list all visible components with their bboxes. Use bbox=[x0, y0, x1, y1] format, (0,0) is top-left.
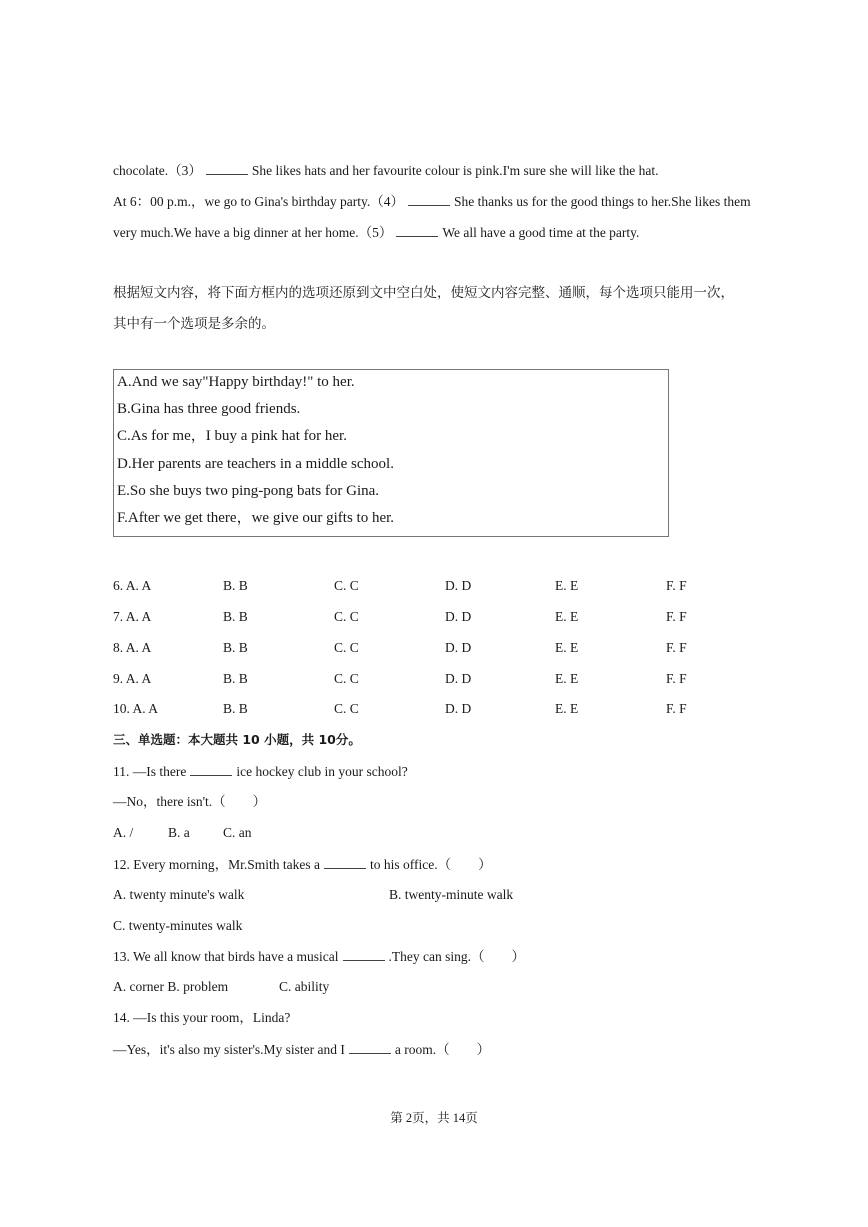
question-text: to his office.（ ） bbox=[369, 857, 492, 872]
option-f: F.After we get there，we give our gifts to her. bbox=[117, 510, 395, 526]
option-b: B.Gina has three good friends. bbox=[117, 401, 301, 417]
page-footer: 第 2页，共 14页 bbox=[390, 1111, 478, 1125]
choice-a: 10. A. A bbox=[113, 701, 159, 716]
choice-a: 6. A. A bbox=[113, 578, 152, 593]
choice-e: E. E bbox=[555, 578, 579, 593]
choice-f: F. F bbox=[666, 578, 687, 593]
choice-b: B. B bbox=[223, 671, 248, 686]
question-text: —Yes，it's also my sister's.My sister and I bbox=[113, 1042, 345, 1057]
choice-a-b: A. corner B. problem bbox=[113, 979, 229, 994]
section-heading: 三、单选题：本大题共 10 小题，共 10分。 bbox=[113, 732, 361, 747]
option-c: C.As for me，I buy a pink hat for her. bbox=[117, 428, 347, 444]
choice-c: C. C bbox=[334, 701, 359, 716]
choice-c: C. C bbox=[334, 640, 359, 655]
question-text: a room.（ ） bbox=[394, 1042, 491, 1057]
answer-blank bbox=[349, 1041, 391, 1054]
choice-f: F. F bbox=[666, 671, 687, 686]
choice-a: 8. A. A bbox=[113, 640, 152, 655]
instructions-line-1: 根据短文内容，将下面方框内的选项还原到文中空白处，使短文内容完整、通顺，每个选项只能用一次， bbox=[113, 285, 734, 301]
passage-text: At 6：00 p.m.，we go to Gina's birthday party.（4） bbox=[113, 194, 405, 209]
question-11-reply: —No，there isn't.（ ） bbox=[113, 794, 267, 809]
choice-c: C. C bbox=[334, 671, 359, 686]
answer-row-6 bbox=[0, 578, 868, 594]
passage-line-1 bbox=[113, 162, 658, 179]
question-11 bbox=[113, 763, 408, 780]
blank-3 bbox=[206, 162, 248, 175]
passage-text: She thanks us for the good things to her.She likes them bbox=[454, 194, 751, 209]
question-12 bbox=[113, 856, 492, 873]
choice-c: C. C bbox=[334, 578, 359, 593]
question-14: 14. —Is this your room，Linda? bbox=[113, 1010, 291, 1025]
answer-blank bbox=[343, 948, 385, 961]
passage-line-2 bbox=[113, 193, 751, 210]
passage-text: She likes hats and her favourite colour is pink.I'm sure she will like the hat. bbox=[251, 163, 659, 178]
question-12-choices-row2 bbox=[0, 918, 868, 934]
choice-c: C. an bbox=[223, 825, 252, 840]
choice-d: D. D bbox=[445, 671, 472, 686]
choice-d: D. D bbox=[445, 701, 472, 716]
choice-d: D. D bbox=[445, 578, 472, 593]
answer-row-7 bbox=[0, 609, 868, 625]
choice-b: B. B bbox=[223, 640, 248, 655]
choice-c: C. twenty-minutes walk bbox=[113, 918, 243, 933]
question-text: .They can sing.（ ） bbox=[388, 949, 525, 964]
answer-row-9 bbox=[0, 671, 868, 687]
choice-e: E. E bbox=[555, 701, 579, 716]
choice-c: C. C bbox=[334, 609, 359, 624]
question-text: 11. —Is there bbox=[113, 764, 187, 779]
choice-b: B. B bbox=[223, 609, 248, 624]
blank-4 bbox=[408, 193, 450, 206]
passage-line-3 bbox=[113, 224, 639, 241]
blank-5 bbox=[396, 224, 438, 237]
choice-a: A. twenty minute's walk bbox=[113, 887, 245, 902]
answer-blank bbox=[324, 856, 366, 869]
choice-b: B. twenty-minute walk bbox=[389, 887, 514, 902]
question-13 bbox=[113, 948, 525, 965]
answer-blank bbox=[190, 763, 232, 776]
choice-f: F. F bbox=[666, 609, 687, 624]
option-d: D.Her parents are teachers in a middle school. bbox=[117, 456, 394, 472]
choice-c: C. ability bbox=[279, 979, 330, 994]
question-14-reply bbox=[113, 1041, 490, 1058]
choice-d: D. D bbox=[445, 609, 472, 624]
choice-f: F. F bbox=[666, 701, 687, 716]
option-e: E.So she buys two ping-pong bats for Gina. bbox=[117, 483, 380, 499]
choice-b: B. B bbox=[223, 701, 248, 716]
question-text: 13. We all know that birds have a musical bbox=[113, 949, 339, 964]
answer-row-8 bbox=[0, 640, 868, 656]
choice-a: A. / bbox=[113, 825, 134, 840]
choice-a: 7. A. A bbox=[113, 609, 152, 624]
choice-e: E. E bbox=[555, 609, 579, 624]
choice-e: E. E bbox=[555, 671, 579, 686]
question-11-choices bbox=[0, 825, 868, 841]
choice-f: F. F bbox=[666, 640, 687, 655]
question-text: ice hockey club in your school? bbox=[236, 764, 408, 779]
choice-b: B. a bbox=[168, 825, 190, 840]
choice-a: 9. A. A bbox=[113, 671, 152, 686]
instructions-line-2: 其中有一个选项是多余的。 bbox=[113, 316, 275, 332]
question-text: 12. Every morning，Mr.Smith takes a bbox=[113, 857, 320, 872]
choice-b: B. B bbox=[223, 578, 248, 593]
choice-e: E. E bbox=[555, 640, 579, 655]
question-12-choices-row1 bbox=[0, 887, 868, 903]
passage-text: We all have a good time at the party. bbox=[442, 225, 640, 240]
passage-text: very much.We have a big dinner at her home.（5） bbox=[113, 225, 393, 240]
option-a: A.And we say"Happy birthday!" to her. bbox=[117, 374, 355, 390]
options-box bbox=[113, 369, 669, 537]
passage-text: chocolate.（3） bbox=[113, 163, 202, 178]
question-13-choices bbox=[0, 979, 868, 995]
choice-d: D. D bbox=[445, 640, 472, 655]
answer-row-10 bbox=[0, 701, 868, 717]
